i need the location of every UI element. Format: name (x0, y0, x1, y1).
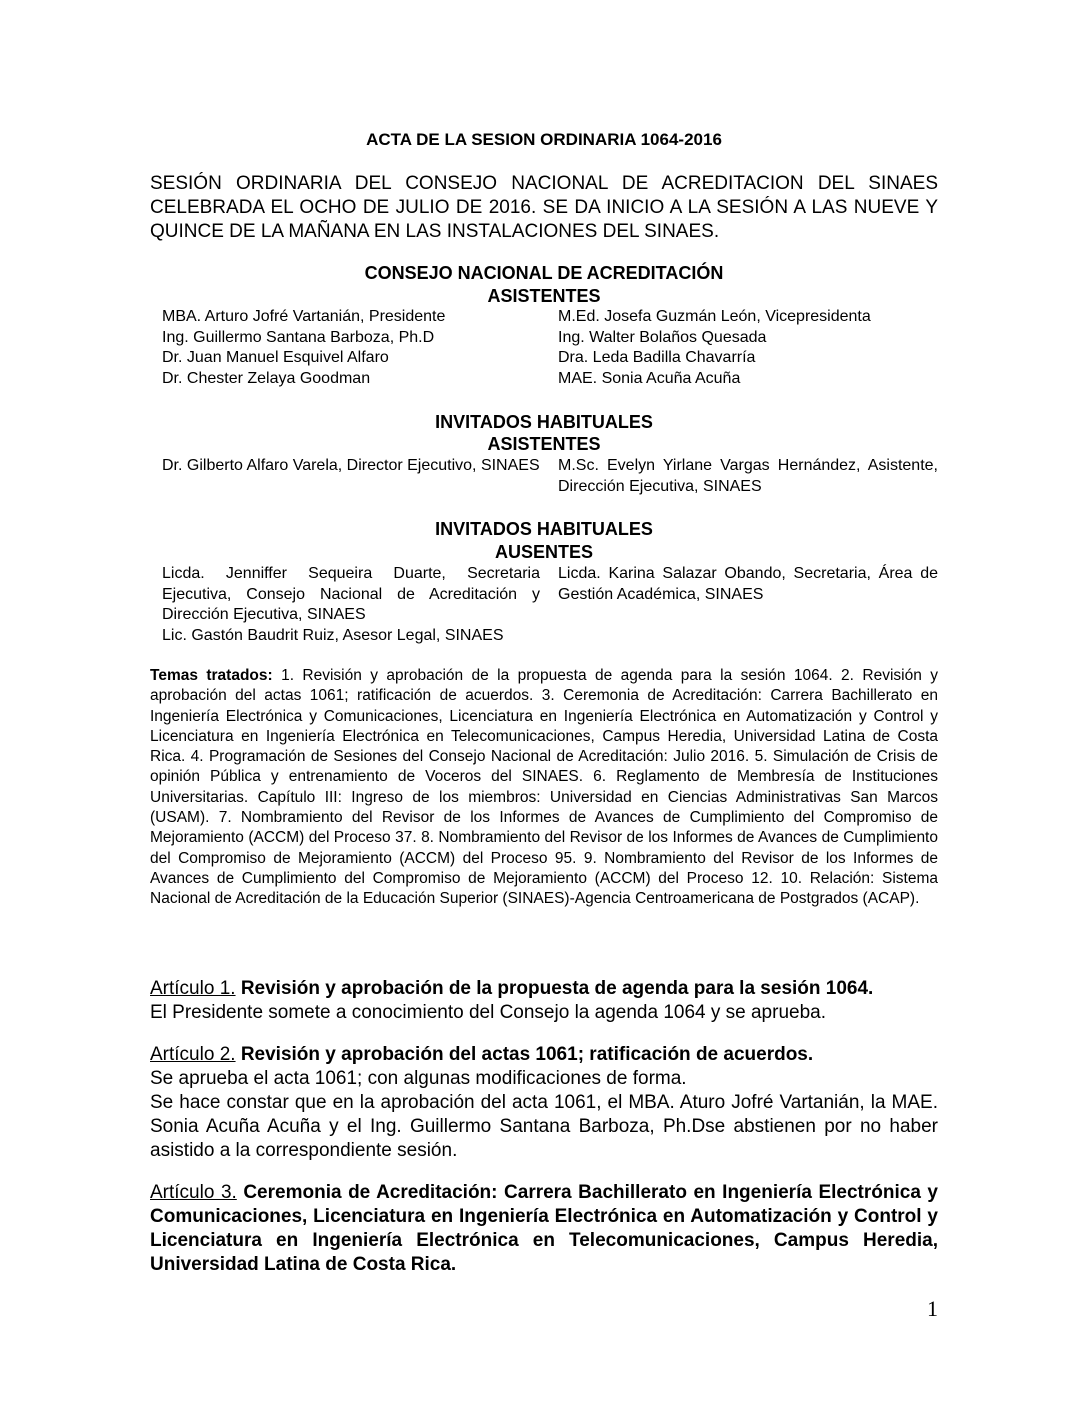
attendee: Ing. Guillermo Santana Barboza, Ph.D (162, 328, 435, 346)
guests-present-heading: INVITADOS HABITUALES (435, 412, 653, 432)
guests-present (162, 456, 938, 497)
guest-absent-right: Licda. Karina Salazar Obando, Secretaria, Área de Gestión Académica, SINAES (558, 565, 938, 603)
attendee: M.Ed. Josefa Guzmán León, Vicepresidenta (558, 308, 871, 325)
article-title: Revisión y aprobación del actas 1061; ratificación de acuerdos. (235, 1044, 814, 1065)
article-text: Se hace constar que en la aprobación del acta 1061, el MBA. Aturo Jofré Vartanián, la MAE. Sonia Acuña Acuña y el Ing. Guillermo Santana Barboza, Ph.Dse abstienen por no haber asistido a la correspondiente sesión. (150, 1092, 938, 1161)
guest-present-right: M.Sc. Evelyn Yirlane Vargas Hernández, Asistente, Dirección Ejecutiva, SINAES (558, 457, 938, 495)
council-subheading: ASISTENTES (487, 286, 601, 306)
article-3 (150, 1181, 938, 1277)
article-text: Se aprueba el acta 1061; con algunas modificaciones de forma. (150, 1068, 687, 1089)
guest-present-left: Dr. Gilberto Alfaro Varela, Director Ejecutivo, SINAES (162, 457, 540, 474)
guest-absent: Lic. Gastón Baudrit Ruiz, Asesor Legal, SINAES (162, 626, 504, 644)
page-number: 1 (927, 1296, 938, 1321)
article-title: Ceremonia de Acreditación: Carrera Bachillerato en Ingeniería Electrónica y Comunicaciones, Licenciatura en Ingeniería Electrónica en Automatización y Control y Licenciatura en Ingeniería Electrónica en Telecomunicaciones, Campus Heredia, Universidad Latina de Costa Rica. (150, 1182, 938, 1275)
topics-paragraph (150, 666, 938, 910)
topics-text: 1. Revisión y aprobación de la propuesta de agenda para la sesión 1064. 2. Revisión y aprobación del actas 1061; ratificación de acuerdos. 3. Ceremonia de Acreditación: Carrera Bachillerato en Ingeniería Electrónica y Comunicaciones, Licenciatura en Ingeniería Electrónica en Automatización y Control y Licenciatura en Ingeniería Electrónica en Telecomunicaciones, Campus Heredia, Universidad Latina de Costa Rica. 4. Programación de Sesiones del Consejo Nacional de Acreditación: Julio 2016. 5. Simulación de Crisis de opinión Pública y entrenamiento de Voceros del SINAES. 6. Reglamento de Membresía de Instituciones Universitarias. Capítulo III: Ingreso de los miembros: Universidad en Ciencias Administrativas San Marcos (USAM). 7. Nombramiento del Revisor de los Informes de Avances de Cumplimiento del Compromiso de Mejoramiento (ACCM) del Proceso 37. 8. Nombramiento del Revisor de los Informes de Avances de Cumplimiento del Compromiso de Mejoramiento (ACCM) del Proceso 95. 9. Nombramiento del Revisor de los Informes de Avances de Cumplimiento del Compromiso de Mejoramiento (ACCM) del Proceso 12. 10. Relación: Sistema Nacional de Acreditación de la Educación Superior (SINAES)-Agencia Centroamericana de Postgrados (ACAP). (150, 667, 938, 908)
guests-absent-heading: INVITADOS HABITUALES (435, 519, 653, 539)
article-text: El Presidente somete a conocimiento del Consejo la agenda 1064 y se aprueba. (150, 1002, 826, 1023)
topics-label: Temas tratados: (150, 667, 273, 684)
article-label: Artículo 1. (150, 978, 236, 999)
article-title: Revisión y aprobación de la propuesta de agenda para la sesión 1064. (235, 978, 874, 999)
document-title: ACTA DE LA SESION ORDINARIA 1064-2016 (366, 130, 722, 149)
attendee: MBA. Arturo Jofré Vartanián, Presidente (162, 308, 446, 325)
attendee: Dr. Chester Zelaya Goodman (162, 369, 371, 387)
article-1 (150, 977, 938, 1025)
council-attendees-right (558, 307, 938, 389)
article-2 (150, 1043, 938, 1163)
attendee: Dra. Leda Badilla Chavarría (558, 349, 756, 366)
guests-present-subheading: ASISTENTES (487, 434, 601, 454)
guests-absent (162, 564, 938, 646)
council-attendees-left (162, 307, 558, 389)
council-attendees (162, 307, 938, 389)
guests-absent-subheading: AUSENTES (494, 542, 593, 562)
attendee: MAE. Sonia Acuña Acuña (558, 369, 741, 387)
session-intro: SESIÓN ORDINARIA DEL CONSEJO NACIONAL DE ACREDITACION DEL SINAES CELEBRADA EL OCHO DE JULIO DE 2016. SE DA INICIO A LA SESIÓN A LAS NUEVE Y QUINCE DE LA MAÑANA EN LAS INSTALACIONES DEL SINAES. (150, 173, 938, 242)
attendee: Ing. Walter Bolaños Quesada (558, 328, 767, 346)
guests-absent-left (162, 564, 558, 646)
attendee: Dr. Juan Manuel Esquivel Alfaro (162, 349, 389, 366)
guest-absent: Licda. Jenniffer Sequeira Duarte, Secretaria Ejecutiva, Consejo Nacional de Acreditación y Dirección Ejecutiva, SINAES (162, 565, 540, 623)
article-label: Artículo 3. (150, 1182, 237, 1203)
article-label: Artículo 2. (150, 1044, 236, 1065)
council-heading: CONSEJO NACIONAL DE ACREDITACIÓN (364, 263, 724, 283)
